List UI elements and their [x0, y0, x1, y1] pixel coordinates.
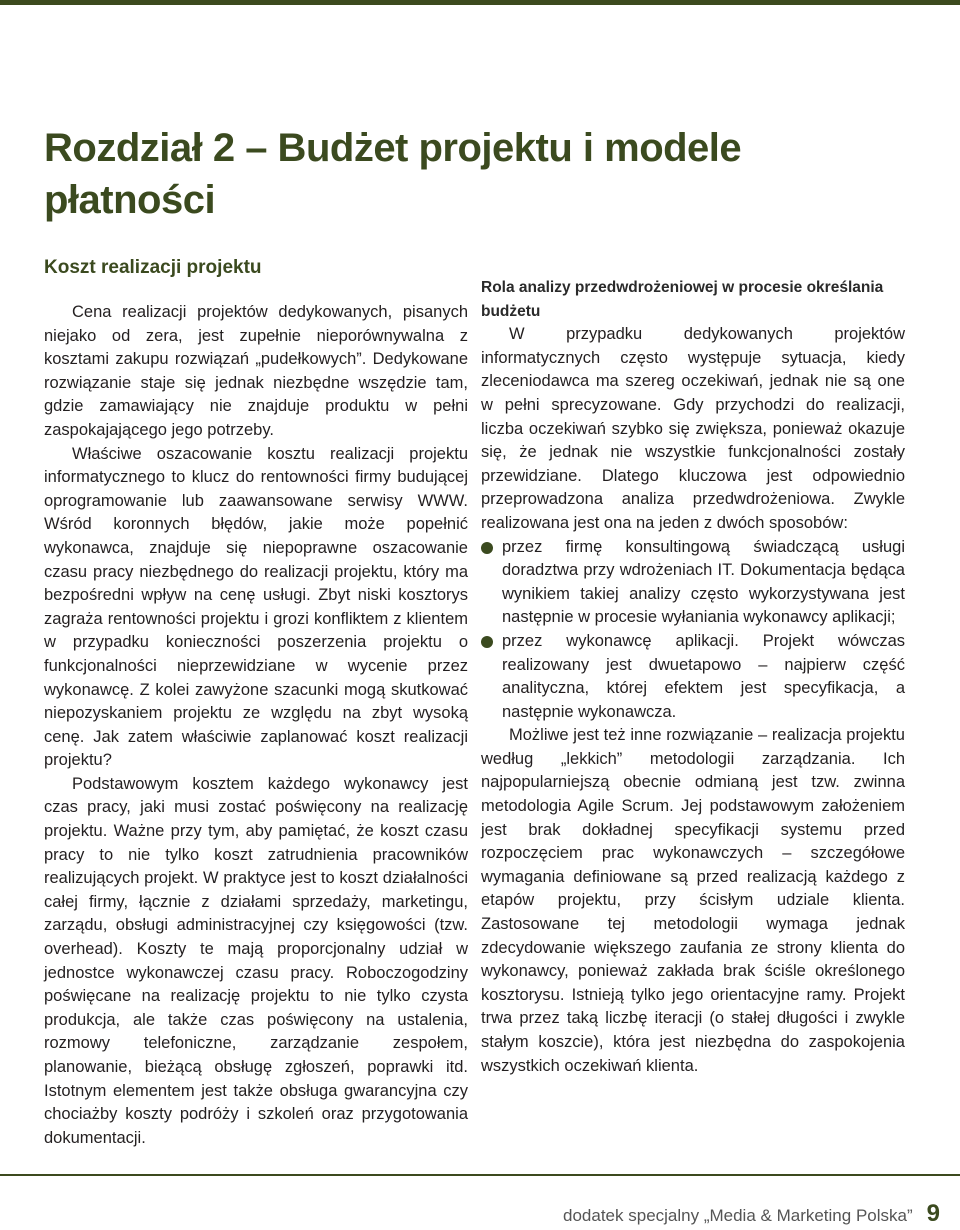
- bullet-dot-icon: [481, 636, 493, 648]
- top-rule: [0, 0, 960, 5]
- list-item: [481, 630, 905, 724]
- list-item-text: przez wykonawcę aplikacji. Projekt wówczas realizowany jest dwuetapowo – najpierw część analityczna, której efektem jest specyfikacja, a następnie wykonawcza.: [502, 631, 905, 721]
- section-heading-analysis: Rola analizy przedwdrożeniowej w procesie określania budżetu: [481, 279, 884, 320]
- page-number: 9: [926, 1200, 940, 1227]
- paragraph: Właściwe oszacowanie kosztu realizacji projektu informatycznego to klucz do rentowności firmy budującej oprogramowanie lub zaawansowane serwisy WWW. Wśród koronnych błędów, jakie może popełnić wykonawca, znajduje się niepoprawne oszacowanie czasu pracy niezbędnego do realizacji projektu, który ma bezpośredni wpływ na cenę usługi. Zbyt niski kosztorys zagraża rentowności projektu i grozi konfliktem z klientem w przypadku konieczności poszerzenia projektu o funkcjonalności nieprzewidziane w wycenie przez wykonawcę. Z kolei zawyżone szacunki mogą skutkować niepozyskaniem projektu ze względu na zbyt wysoką cenę. Jak zatem właściwie zaplanować koszt realizacji projektu?: [44, 444, 468, 770]
- paragraph: W przypadku dedykowanych projektów informatycznych często występuje sytuacja, kiedy zleceniodawca ma szereg oczekiwań, jednak nie są one w pełni sprecyzowane. Gdy przychodzi do realizacji, liczba oczekiwań szybko się zwiększa, ponieważ okazuje się, że jednak nie wszystkie funkcjonalności zostały przewidziane. Dlatego kluczowa jest odpowiednio przeprowadzona analiza przedwdrożeniowa. Zwykle realizowana jest ona na jeden z dwóch sposobów:: [481, 325, 905, 532]
- footer-text: dodatek specjalny „Media & Marketing Polska”: [563, 1206, 913, 1225]
- paragraph: Podstawowym kosztem każdego wykonawcy jest czas pracy, jaki musi zostać poświęcony na realizację projektu. Ważne przy tym, aby pamiętać, że koszt czasu pracy to nie tylko koszt zatrudnienia pracowników realizujących projekt. W praktyce jest to koszt działalności całej firmy, łącznie z działami sprzedaży, marketingu, zarządu, obsługi administracyjnej czy księgowości (tzw. overhead). Koszty te mają proporcjonalny udział w jednostce wykonawczej czasu pracy. Roboczogodziny poświęcane na realizację projektu to nie tylko czysta produkcja, ale także czas poświęcony na ustalenia, rozmowy telefoniczne, zarządzanie zespołem, planowanie, bieżącą obsługę zgłoszeń, poprawki itd. Istotnym elementem jest także obsługa gwarancyjna czy chociażby koszty podróży i szkoleń oraz przygotowania dokumentacji.: [44, 774, 468, 1147]
- list-item: [481, 536, 905, 630]
- section-heading-cost: Koszt realizacji projektu: [44, 257, 262, 278]
- list-item-text: przez firmę konsultingową świadczącą usługi doradztwa przy wdrożeniach IT. Dokumentacja będąca wynikiem takiej analizy często wykorzystywana jest następnie w procesie wyłaniania wykonawcy aplikacji;: [502, 537, 905, 627]
- chapter-title: Rozdział 2 – Budżet projektu i modele płatności: [44, 125, 742, 222]
- left-column: [44, 255, 468, 1150]
- page-footer: [563, 1200, 940, 1228]
- right-column: [481, 276, 905, 1078]
- bottom-rule: [0, 1174, 960, 1176]
- paragraph: Cena realizacji projektów dedykowanych, pisanych niejako od zera, jest zupełnie nieporównywalna z kosztami zakupu rozwiązań „pudełkowych”. Dedykowane rozwiązanie staje się jednak niezbędne wszędzie tam, gdzie zamawiający nie znajduje produktu w pełni zaspokajającego jego potrzeby.: [44, 303, 468, 439]
- paragraph: Możliwe jest też inne rozwiązanie – realizacja projektu według „lekkich” metodologii zarządzania. Ich najpopularniejszą obecnie odmianą jest tzw. zwinna metodologia Agile Scrum. Jej podstawowym założeniem jest brak dokładnej specyfikacji systemu przed rozpoczęciem prac wykonawczych – szczegółowe wymagania definiowane są przed realizacją każdego z etapów projektu, przy ścisłym udziale klienta. Zastosowane tej metodologii wymaga jednak zdecydowanie większego zaufania ze strony klienta do wykonawcy, ponieważ zakłada brak ściśle określonego kosztorysu. Istnieją tylko jego orientacyjne ramy. Projekt trwa przez taką liczbę iteracji (o stałej długości i zwykle stałym koszcie), która jest niezbędna do zaspokojenia wszystkich oczekiwań klienta.: [481, 726, 905, 1075]
- bullet-dot-icon: [481, 542, 493, 554]
- bullet-list: [481, 536, 905, 725]
